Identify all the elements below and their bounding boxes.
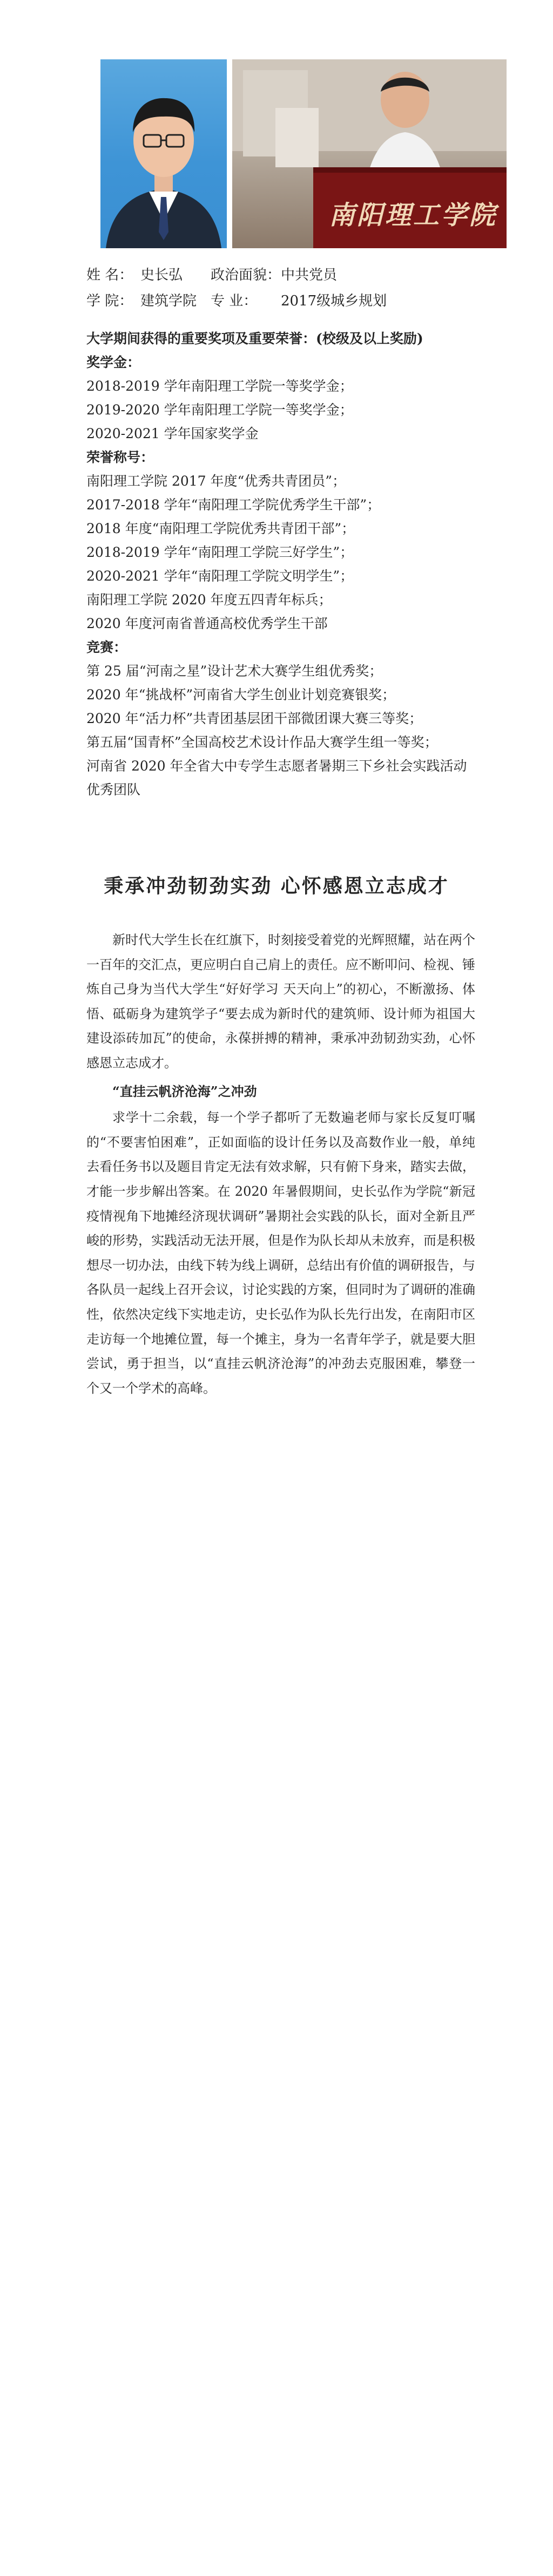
essay-body: [86, 928, 475, 1401]
school-label: 学 院：: [86, 293, 133, 309]
honor-item: 南阳理工学院 2020 年度五四青年标兵；: [86, 592, 332, 608]
politics-label: 政治面貌：: [211, 267, 281, 283]
contest-heading: 竞赛：: [86, 639, 127, 655]
portrait-illustration: [100, 59, 227, 248]
scholarship-item: 2019-2020 学年南阳理工学院一等奖学金；: [86, 402, 353, 418]
contest-item: 2020 年“活力杯”共青团基层团干部微团课大赛三等奖；: [86, 711, 423, 726]
contest-item: 第 25 届“河南之星”设计艺术大赛学生组优秀奖；: [86, 663, 383, 679]
contest-item: 河南省 2020 年全省大中专学生志愿者暑期三下乡社会实践活动优秀团队: [86, 758, 467, 798]
contest-item: 第五届“国青杯”全国高校艺术设计作品大赛学生组一等奖；: [86, 734, 438, 750]
scholarship-item: 2020-2021 学年国家奖学金: [86, 426, 259, 441]
politics-value: 中共党员: [281, 267, 338, 283]
contest-item: 2020 年“挑战杯”河南省大学生创业计划竞赛银奖；: [86, 687, 396, 703]
awards-section: [86, 327, 475, 802]
essay-title: 秉承冲劲韧劲实劲 心怀感恩立志成才: [104, 875, 449, 897]
honor-item: 南阳理工学院 2017 年度“优秀共青团员”；: [86, 473, 346, 489]
banner-text: 南阳理工学院: [328, 200, 497, 230]
awards-heading: 大学期间获得的重要奖项及重要荣誉：(校级及以上奖励): [86, 331, 423, 346]
major-value: 2017级城乡规划: [281, 293, 387, 309]
scholarship-heading: 奖学金：: [86, 355, 141, 370]
name-value: 史长弘: [140, 267, 183, 283]
honor-item: 2020-2021 学年“南阳理工学院文明学生”；: [86, 568, 354, 584]
scholarship-item: 2018-2019 学年南阳理工学院一等奖学金；: [86, 378, 353, 394]
name-label: 姓 名：: [86, 267, 133, 283]
speech-photo: [232, 59, 507, 248]
honor-item: 2018 年度“南阳理工学院优秀共青团干部”；: [86, 521, 355, 536]
honor-item: 2020 年度河南省普通高校优秀学生干部: [86, 616, 328, 631]
honor-item: 2018-2019 学年“南阳理工学院三好学生”；: [86, 544, 354, 560]
honor-heading: 荣誉称号：: [86, 449, 154, 465]
essay-paragraph: 求学十二余载，每一个学子都听了无数遍老师与家长反复叮嘱的“不要害怕困难”，正如面临的设计任务以及高数作业一般，单纯去看任务书以及题目肯定无法有效求解，只有俯下身来，踏实去做，才能一步步解出答案。在 2020 年暑假期间，史长弘作为学院“新冠疫情视角下地摊经济现状调研”暑期社会实践的队长，面对全新且严峻的形势，实践活动无法开展，但是作为队长却从未放弃，而是积极想尽一切办法，由线下转为线上调研，总结出有价值的调研报告，与各队员一起线上召开会议，讨论实践的方案，但同时为了调研的准确性，依然决定线下实地走访，史长弘作为队长先行出发，在南阳市区走访每一个地摊位置，每一个摊主，身为一名青年学子，就是要大胆尝试，勇于担当，以“直挂云帆济沧海”的冲劲去克服困难，攀登一个又一个学术的高峰。: [86, 1110, 475, 1396]
major-label: 专 业：: [211, 293, 258, 309]
profile-info: [86, 262, 475, 314]
honor-item: 2017-2018 学年“南阳理工学院优秀学生干部”；: [86, 497, 381, 513]
portrait-photo: [100, 59, 227, 248]
essay-intro: 新时代大学生长在红旗下，时刻接受着党的光辉照耀，站在两个一百年的交汇点，更应明白自己肩上的责任。应不断叩问、检视、锤炼自己身为当代大学生“好好学习 天天向上”的初心，不断激扬、体悟、砥砺身为建筑学子“要去成为新时代的建筑师、设计师为祖国大建设添砖加瓦”的使命，永葆拼搏的精神，秉承冲劲韧劲实劲，心怀感恩立志成才。: [86, 932, 475, 1071]
essay-subheading: “直挂云帆济沧海”之冲劲: [112, 1083, 257, 1099]
school-value: 建筑学院: [140, 293, 197, 309]
